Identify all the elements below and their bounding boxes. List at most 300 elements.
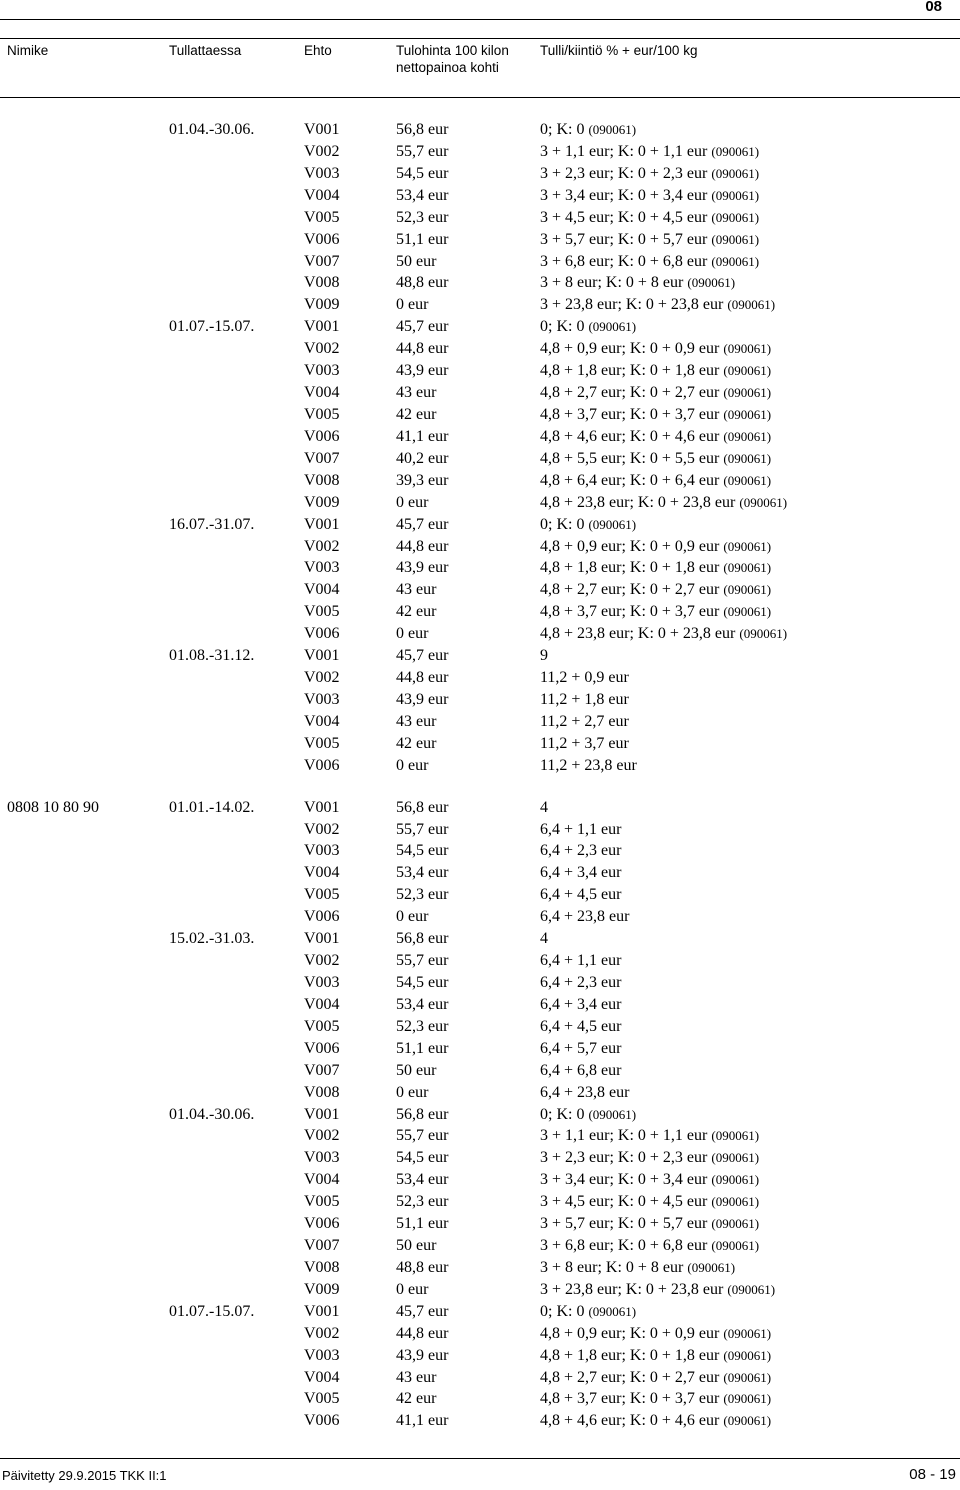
row-ehto: V007 [304,252,340,270]
table-row [0,316,960,338]
row-duty-text: 6,4 + 1,1 eur [540,952,622,969]
footer-page-number: 08 - 19 [909,1466,956,1483]
row-duty [540,141,759,163]
row-price: 52,3 eur [396,208,449,226]
row-ehto: V002 [304,669,340,686]
row-ehto: V009 [304,1280,340,1298]
row-duty [540,1257,735,1279]
row-ehto: V007 [304,1237,340,1254]
row-duty-text: 4,8 + 0,9 eur; K: 0 + 0,9 eur [540,537,720,555]
table-row [0,755,960,777]
row-ehto: V003 [304,974,340,991]
row-duty [540,382,771,404]
row-price: 43,9 eur [396,559,449,577]
row-price: 53,4 eur [396,995,449,1013]
row-price: 45,7 eur [396,515,449,533]
row-quota-note: (090061) [711,143,760,159]
row-price: 43,9 eur [396,1346,449,1364]
row-duty-text: 4,8 + 2,7 eur; K: 0 + 2,7 eur [540,384,720,401]
header-tulli: Tulli/kiintiö % + eur/100 kg [540,43,698,58]
row-duty [540,316,636,338]
row-period: 01.04.-30.06. [169,1105,255,1123]
row-quota-note: (090061) [711,1172,760,1188]
row-quota-note: (090061) [723,407,772,422]
row-ehto: V009 [304,493,340,511]
row-duty [540,623,787,645]
row-price: 0 eur [396,1083,429,1101]
row-price: 45,7 eur [396,647,449,665]
row-period: 01.08.-31.12. [169,647,255,665]
row-duty [540,1147,759,1169]
row-duty [540,338,771,360]
table-row [0,667,960,689]
row-ehto: V004 [304,712,340,730]
row-price: 43 eur [396,581,437,599]
table-row [0,819,960,841]
row-duty [540,711,633,733]
row-price: 44,8 eur [396,537,449,555]
row-quota-note: (090061) [739,626,788,642]
row-ehto: V005 [304,734,340,752]
row-ehto: V001 [304,1302,340,1320]
table-row [0,251,960,273]
table-row [0,601,960,623]
row-duty-text: 4,8 + 0,9 eur; K: 0 + 0,9 eur [540,340,720,358]
row-price: 53,4 eur [396,1171,449,1189]
table-row [0,448,960,470]
row-ehto: V009 [304,296,340,314]
row-ehto: V002 [304,537,340,555]
row-duty [540,884,625,906]
row-quota-note: (090061) [723,1325,772,1341]
row-ehto: V005 [304,1390,340,1408]
table-row [0,119,960,141]
row-price: 43 eur [396,384,437,401]
row-quota-note: (090061) [711,209,760,225]
row-ehto: V003 [304,559,340,577]
row-price: 54,5 eur [396,842,449,860]
table-row [0,229,960,251]
row-ehto: V004 [304,581,340,599]
row-quota-note: (090061) [727,1281,776,1297]
row-price: 50 eur [396,1237,437,1254]
row-price: 48,8 eur [396,274,449,292]
row-quota-note: (090061) [588,319,637,335]
row-ehto: V007 [304,1061,340,1079]
row-duty-text: 6,4 + 3,4 eur [540,995,622,1013]
row-duty-text: 4,8 + 4,6 eur; K: 0 + 4,6 eur [540,1412,720,1430]
row-period: 16.07.-31.07. [169,515,255,533]
row-price: 42 eur [396,1390,437,1408]
row-duty [540,1191,759,1213]
row-duty [540,755,641,777]
row-quota-note: (090061) [723,1413,772,1429]
header-tullattaessa: Tullattaessa [169,43,242,58]
row-price: 54,5 eur [396,164,449,182]
row-duty-text: 0; K: 0 [540,1105,585,1123]
row-duty-text: 3 + 4,5 eur; K: 0 + 4,5 eur [540,208,708,226]
table-row [0,733,960,755]
row-duty [540,1410,771,1432]
row-duty [540,360,771,382]
row-duty [540,492,787,514]
row-duty [540,601,771,623]
row-ehto: V006 [304,625,340,643]
row-ehto: V002 [304,1127,340,1145]
table-row [0,163,960,185]
row-duty-text: 4 [540,930,548,948]
row-duty-text: 9 [540,647,548,665]
row-duty [540,536,771,558]
row-duty [540,645,552,667]
row-duty [540,928,552,950]
table-row [0,338,960,360]
row-price: 0 eur [396,908,429,926]
row-ehto: V004 [304,864,340,882]
row-ehto: V008 [304,471,340,489]
table-row [0,426,960,448]
table-row [0,1191,960,1213]
row-quota-note: (090061) [588,122,637,137]
row-price: 51,1 eur [396,230,449,248]
row-ehto: V003 [304,1346,340,1364]
row-quota-note: (090061) [687,275,736,291]
row-ehto: V001 [304,515,340,533]
row-ehto: V005 [304,406,340,423]
row-duty-text: 3 + 23,8 eur; K: 0 + 23,8 eur [540,296,724,314]
row-duty-text: 3 + 1,1 eur; K: 0 + 1,1 eur [540,142,708,160]
row-duty-text: 11,2 + 2,7 eur [540,712,629,730]
row-duty [540,229,759,251]
table-row [0,492,960,514]
row-price: 50 eur [396,1061,437,1079]
row-duty [540,251,759,273]
row-quota-note: (090061) [739,494,788,510]
row-duty-text: 4,8 + 23,8 eur; K: 0 + 23,8 eur [540,493,736,511]
row-ehto: V006 [304,1215,340,1233]
table-row [0,972,960,994]
row-duty [540,163,759,185]
row-price: 54,5 eur [396,1149,449,1167]
row-ehto: V006 [304,230,340,248]
row-duty [540,426,771,448]
row-duty [540,972,625,994]
row-price: 45,7 eur [396,318,449,336]
table-row [0,1060,960,1082]
row-duty-text: 3 + 2,3 eur; K: 0 + 2,3 eur [540,164,708,182]
row-price: 54,5 eur [396,974,449,991]
row-quota-note: (090061) [588,516,637,532]
table-row [0,382,960,404]
table-row [0,1016,960,1038]
row-price: 43,9 eur [396,690,449,708]
table-row [0,1257,960,1279]
row-ehto: V001 [304,930,340,948]
row-duty-text: 6,4 + 4,5 eur [540,886,622,904]
row-price: 48,8 eur [396,1258,449,1276]
table-row [0,994,960,1016]
row-ehto: V001 [304,121,340,138]
row-duty-text: 4,8 + 3,7 eur; K: 0 + 3,7 eur [540,1390,720,1408]
row-ehto: V006 [304,908,340,926]
row-duty-text: 3 + 8 eur; K: 0 + 8 eur [540,1258,684,1276]
row-duty-text: 0; K: 0 [540,318,585,336]
row-quota-note: (090061) [588,1303,637,1319]
row-price: 39,3 eur [396,471,449,489]
row-ehto: V001 [304,1105,340,1123]
table-row [0,1388,960,1410]
row-quota-note: (090061) [723,1391,772,1407]
row-price: 42 eur [396,734,437,752]
row-duty-text: 6,4 + 23,8 eur [540,1083,630,1101]
row-duty-text: 3 + 3,4 eur; K: 0 + 3,4 eur [540,1171,708,1189]
row-price: 50 eur [396,252,437,270]
row-duty-text: 3 + 5,7 eur; K: 0 + 5,7 eur [540,230,708,248]
row-price: 0 eur [396,1280,429,1298]
chapter-number: 08 [925,0,942,15]
row-quota-note: (090061) [711,165,760,181]
row-price: 55,7 eur [396,1127,449,1145]
table-row [0,557,960,579]
row-quota-note: (090061) [711,1128,760,1144]
row-ehto: V005 [304,208,340,226]
row-quota-note: (090061) [723,1369,772,1385]
row-quota-note: (090061) [687,1259,736,1275]
row-duty-text: 3 + 8 eur; K: 0 + 8 eur [540,274,684,292]
row-quota-note: (090061) [723,1347,772,1363]
row-duty [540,207,759,229]
row-price: 55,7 eur [396,142,449,160]
row-ehto: V008 [304,1083,340,1101]
header-ehto: Ehto [304,43,332,58]
row-period: 01.07.-15.07. [169,1302,255,1320]
row-ehto: V008 [304,274,340,292]
row-duty-text: 6,4 + 6,8 eur [540,1061,622,1079]
table-row [0,404,960,426]
row-duty [540,1060,625,1082]
row-duty [540,448,771,470]
table-row [0,272,960,294]
row-duty-text: 4,8 + 3,7 eur; K: 0 + 3,7 eur [540,603,720,621]
row-price: 43 eur [396,712,437,730]
row-duty-text: 4,8 + 1,8 eur; K: 0 + 1,8 eur [540,559,720,577]
row-quota-note: (090061) [723,363,772,379]
row-ehto: V002 [304,820,340,838]
row-quota-note: (090061) [711,1238,760,1253]
row-duty-text: 6,4 + 2,3 eur [540,842,622,860]
table-row [0,1147,960,1169]
table-row [0,1279,960,1301]
row-ehto: V007 [304,449,340,467]
row-price: 42 eur [396,603,437,621]
row-quota-note: (090061) [711,1194,760,1210]
row-duty [540,1345,771,1367]
row-duty [540,1169,759,1191]
row-duty [540,1367,771,1389]
table-row [0,360,960,382]
table-row [0,797,960,819]
row-ehto: V001 [304,798,340,816]
row-price: 43 eur [396,1368,437,1386]
row-price: 51,1 eur [396,1215,449,1233]
row-price: 0 eur [396,493,429,511]
table-row [0,1082,960,1104]
row-ehto: V001 [304,318,340,336]
table-row [0,1038,960,1060]
row-duty [540,819,625,841]
row-duty-text: 0; K: 0 [540,121,585,138]
row-duty-text: 0; K: 0 [540,1302,585,1320]
row-quota-note: (090061) [723,560,772,576]
row-ehto: V002 [304,340,340,358]
row-price: 56,8 eur [396,798,449,816]
row-duty [540,1082,633,1104]
row-duty [540,1125,759,1147]
row-quota-note: (090061) [711,1216,760,1232]
table-row [0,884,960,906]
row-duty-text: 6,4 + 1,1 eur [540,820,622,838]
row-price: 0 eur [396,296,429,314]
row-duty [540,950,625,972]
row-duty [540,994,625,1016]
row-duty [540,1388,771,1410]
row-ehto: V003 [304,1149,340,1167]
row-ehto: V006 [304,756,340,774]
row-duty [540,119,636,141]
row-duty-text: 3 + 2,3 eur; K: 0 + 2,3 eur [540,1149,708,1167]
row-price: 52,3 eur [396,1017,449,1035]
table-row [0,1213,960,1235]
row-duty-text: 11,2 + 0,9 eur [540,669,629,686]
row-period: 15.02.-31.03. [169,930,255,948]
footer-updated: Päivitetty 29.9.2015 TKK II:1 [2,1468,167,1483]
row-duty-text: 3 + 4,5 eur; K: 0 + 4,5 eur [540,1193,708,1211]
row-duty-text: 6,4 + 5,7 eur [540,1039,622,1057]
row-duty-text: 4,8 + 4,6 eur; K: 0 + 4,6 eur [540,427,720,445]
row-ehto: V005 [304,603,340,621]
row-ehto: V002 [304,1324,340,1342]
table-row [0,950,960,972]
row-duty-text: 6,4 + 4,5 eur [540,1017,622,1035]
row-ehto: V006 [304,1412,340,1430]
table-row [0,1104,960,1126]
row-price: 45,7 eur [396,1302,449,1320]
row-duty-text: 4 [540,798,548,816]
table-row [0,928,960,950]
row-duty-text: 3 + 3,4 eur; K: 0 + 3,4 eur [540,186,708,204]
row-quota-note: (090061) [723,428,772,444]
row-ehto: V003 [304,164,340,182]
row-ehto: V004 [304,1171,340,1189]
row-ehto: V003 [304,362,340,380]
row-price: 44,8 eur [396,669,449,686]
row-price: 41,1 eur [396,427,449,445]
row-price: 56,8 eur [396,121,449,138]
row-ehto: V002 [304,142,340,160]
row-duty [540,1323,771,1345]
row-duty-text: 3 + 5,7 eur; K: 0 + 5,7 eur [540,1215,708,1233]
row-quota-note: (090061) [723,341,772,357]
row-price: 0 eur [396,756,429,774]
table-row [0,185,960,207]
row-duty [540,557,771,579]
row-quota-note: (090061) [711,1150,760,1166]
row-price: 56,8 eur [396,1105,449,1123]
row-duty-text: 4,8 + 6,4 eur; K: 0 + 6,4 eur [540,471,720,489]
row-price: 55,7 eur [396,952,449,969]
row-duty-text: 11,2 + 3,7 eur [540,734,629,752]
table-row [0,1345,960,1367]
row-price: 43,9 eur [396,362,449,380]
row-ehto: V004 [304,384,340,401]
table-row [0,141,960,163]
row-ehto: V003 [304,690,340,708]
row-price: 40,2 eur [396,449,449,467]
row-duty [540,797,552,819]
table-row [0,514,960,536]
row-duty [540,1235,759,1257]
row-duty-text: 6,4 + 3,4 eur [540,864,622,882]
row-price: 41,1 eur [396,1412,449,1430]
row-duty [540,470,771,492]
row-duty [540,514,636,536]
row-quota-note: (090061) [723,450,772,466]
row-period: 01.07.-15.07. [169,318,255,336]
row-ehto: V006 [304,427,340,445]
table-row [0,862,960,884]
row-duty [540,1279,775,1301]
row-quota-note: (090061) [723,604,772,620]
table-row [0,689,960,711]
row-price: 51,1 eur [396,1039,449,1057]
row-duty [540,1038,625,1060]
table-row [0,294,960,316]
table-row [0,1367,960,1389]
row-duty [540,733,633,755]
row-quota-note: (090061) [727,297,776,313]
row-price: 42 eur [396,406,437,423]
row-price: 0 eur [396,625,429,643]
header-tulohinta-line2: nettopainoa kohti [396,60,499,75]
row-quota-note: (090061) [723,472,772,488]
row-duty-text: 4,8 + 2,7 eur; K: 0 + 2,7 eur [540,1368,720,1386]
table-row [0,645,960,667]
row-duty-text: 3 + 1,1 eur; K: 0 + 1,1 eur [540,1127,708,1145]
row-duty [540,1104,636,1126]
row-quota-note: (090061) [723,582,772,598]
row-duty-text: 3 + 6,8 eur; K: 0 + 6,8 eur [540,252,708,270]
row-ehto: V005 [304,886,340,904]
row-duty [540,579,771,601]
table-row [0,207,960,229]
table-row [0,1125,960,1147]
row-nimike: 0808 10 80 90 [7,798,99,816]
row-duty [540,906,633,928]
row-quota-note: (090061) [588,1106,637,1122]
row-price: 52,3 eur [396,1193,449,1211]
row-duty-text: 4,8 + 3,7 eur; K: 0 + 3,7 eur [540,406,720,423]
row-duty [540,667,633,689]
row-price: 52,3 eur [396,886,449,904]
row-quota-note: (090061) [711,231,760,247]
row-duty [540,294,775,316]
table-row [0,906,960,928]
table-row [0,623,960,645]
table-row [0,536,960,558]
row-quota-note: (090061) [723,538,772,554]
row-ehto: V005 [304,1193,340,1211]
table-row [0,579,960,601]
